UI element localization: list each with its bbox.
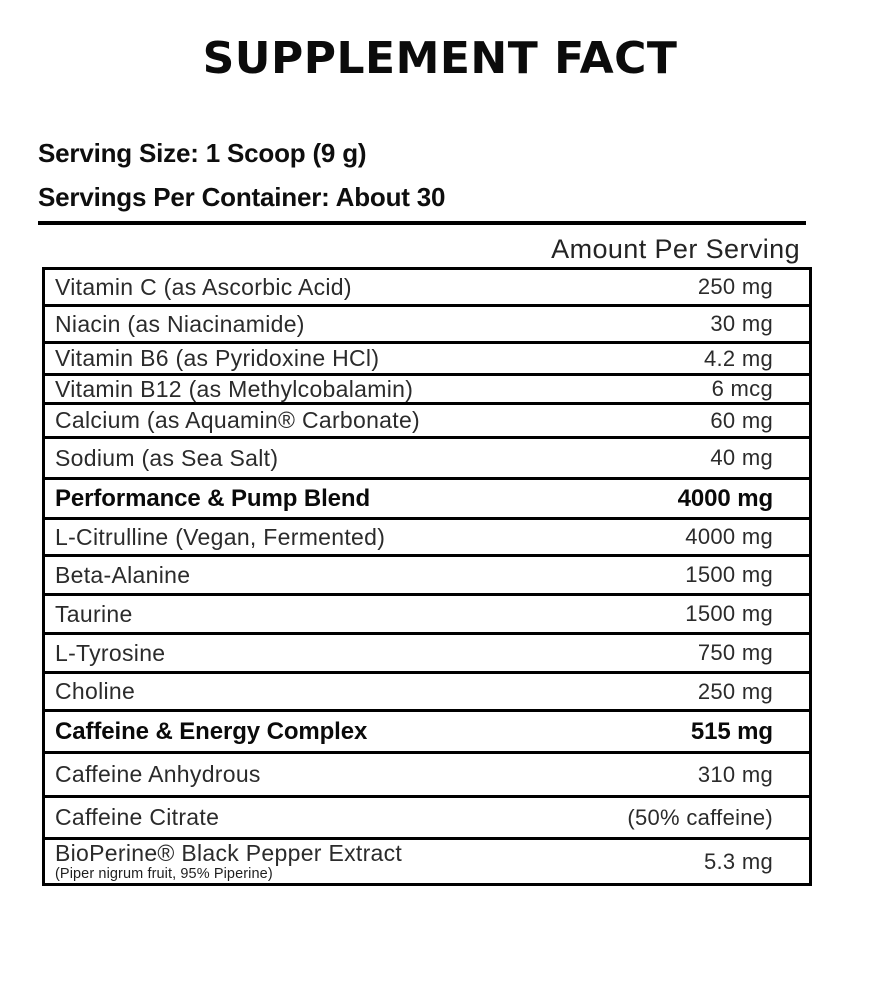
ingredient-name [55, 841, 402, 882]
ingredient-name-text: Calcium (as Aquamin® Carbonate) [55, 407, 421, 433]
ingredient-name [55, 563, 190, 588]
ingredient-amount: (50% caffeine) [627, 804, 773, 830]
table-row [45, 402, 809, 436]
ingredient-name [55, 312, 305, 337]
ingredient-name-text: Vitamin B12 (as Methylcobalamin) [55, 375, 414, 402]
ingredient-amount: 310 mg [697, 761, 773, 787]
ingredient-name [55, 719, 367, 744]
ingredient-amount: 40 mg [710, 445, 773, 470]
ingredient-name-text: L-Citrulline (Vegan, Fermented) [55, 523, 386, 550]
table-row [45, 373, 809, 402]
ingredient-name-text: Niacin (as Niacinamide) [55, 310, 305, 337]
ingredient-name-text: Sodium (as Sea Salt) [55, 444, 279, 471]
ingredient-amount: 4000 mg [677, 484, 773, 512]
ingredient-name [55, 525, 385, 550]
ingredient-name [55, 275, 352, 300]
ingredient-name [55, 679, 135, 704]
divider-rule [38, 221, 806, 225]
ingredient-name [55, 641, 165, 666]
table-row [45, 436, 809, 477]
ingredient-name [55, 602, 133, 627]
table-row [45, 304, 809, 341]
ingredient-amount: 1500 mg [685, 562, 773, 587]
servings-per-container-label: Servings Per Container: About 30 [38, 182, 446, 212]
ingredient-name [55, 805, 219, 830]
table-row [45, 341, 809, 373]
ingredient-amount: 6 mcg [711, 376, 773, 401]
ingredient-name-text: Taurine [55, 600, 133, 627]
serving-info [38, 140, 880, 210]
ingredient-amount: 250 mg [697, 678, 773, 704]
ingredient-amount: 5.3 mg [703, 848, 773, 874]
supplement-facts-table [42, 267, 812, 886]
table-row [45, 517, 809, 554]
ingredient-amount: 1500 mg [685, 601, 773, 626]
ingredient-name-text: Performance & Pump Blend [55, 485, 371, 512]
ingredient-name [55, 377, 413, 402]
serving-size-label: Serving Size: 1 Scoop (9 g) [38, 138, 367, 168]
ingredient-name [55, 408, 420, 433]
table-row [45, 632, 809, 671]
amount-per-serving-header: Amount Per Serving [551, 234, 800, 264]
ingredient-name-text: Caffeine & Energy Complex [55, 718, 368, 745]
ingredient-amount: 515 mg [690, 717, 773, 745]
table-row [45, 477, 809, 517]
ingredient-name-text: Beta-Alanine [55, 561, 191, 588]
ingredient-subname-text: (Piper nigrum fruit, 95% Piperine) [55, 866, 273, 882]
table-row [45, 671, 809, 709]
ingredient-name [55, 486, 370, 511]
table-row [45, 554, 809, 593]
ingredient-amount: 4.2 mg [703, 345, 773, 371]
table-row [45, 709, 809, 751]
table-row [45, 837, 809, 883]
ingredient-amount: 4000 mg [685, 524, 773, 549]
ingredient-name-text: L-Tyrosine [55, 639, 166, 666]
ingredient-name [55, 346, 379, 371]
table-row [45, 751, 809, 795]
ingredient-name-text: Caffeine Anhydrous [55, 761, 261, 787]
ingredient-amount: 250 mg [697, 274, 773, 299]
ingredient-name [55, 762, 261, 787]
ingredient-amount: 30 mg [710, 311, 773, 336]
ingredient-name-text: Vitamin C (as Ascorbic Acid) [55, 273, 352, 300]
ingredient-amount: 60 mg [710, 407, 773, 433]
ingredient-name-text: Caffeine Citrate [55, 804, 220, 830]
table-row [45, 270, 809, 304]
table-row [45, 593, 809, 632]
page-title: SUPPLEMENT FACT [202, 33, 678, 84]
ingredient-name [55, 446, 278, 471]
ingredient-name-text: BioPerine® Black Pepper Extract [55, 840, 403, 866]
ingredient-amount: 750 mg [697, 640, 773, 665]
table-row [45, 795, 809, 837]
ingredient-name-text: Vitamin B6 (as Pyridoxine HCl) [55, 345, 380, 371]
ingredient-name-text: Choline [55, 678, 136, 704]
